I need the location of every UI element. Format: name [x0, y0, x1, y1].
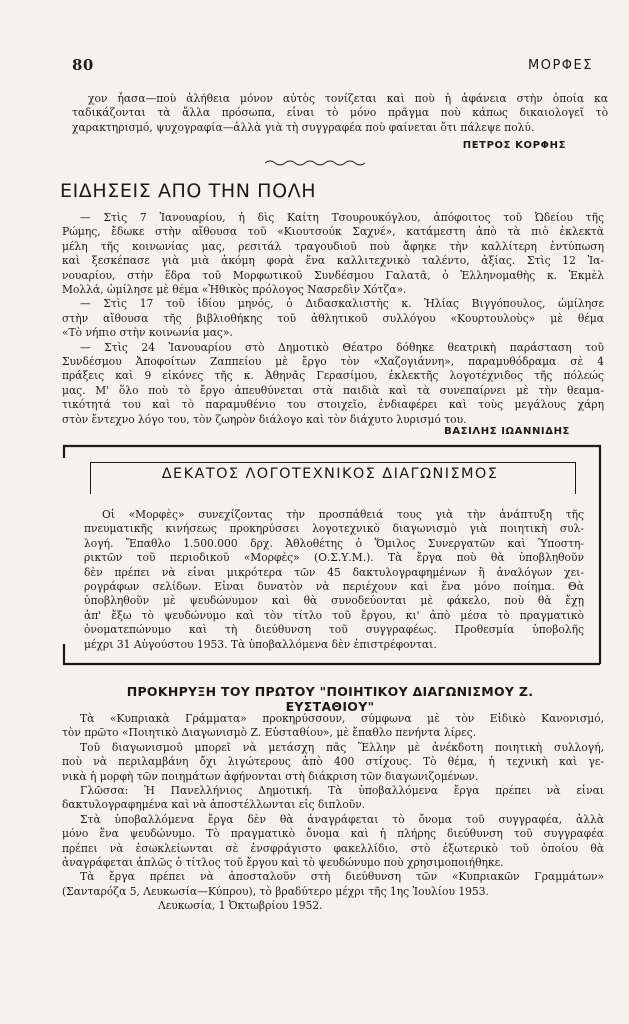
text-line: ρικτῶν τοῦ περιοδικοῦ «Μορφὲς» (Ο.Σ.Υ.Μ.). Τὰ ἔργα ποὺ θὰ ὑποβληθοῦν: [84, 551, 584, 565]
announcement-heading: ΠΡΟΚΗΡΥΞΗ ΤΟΥ ΠΡΩΤΟΥ "ΠΟΙΗΤΙΚΟΥ ΔΙΑΓΩΝΙΣΜΟΥ Ζ. ΕΥΣΤΑΘΙΟΥ": [126, 684, 534, 714]
city-news-body: [62, 211, 604, 427]
text-line: Τὰ «Κυπριακὰ Γράμματα» προκηρύσσουν, σύμφωνα μὲ τὸν Εἰδικὸ Κανονισμό,: [80, 712, 604, 725]
text-line: — Στὶς 24 Ἰανουαρίου στὸ Δημοτικὸ Θέατρο δόθηκε θεατρικὴ παράσταση τοῦ: [80, 340, 604, 354]
page-number: 80: [72, 56, 94, 74]
text-line: Στὰ ὑποβαλλόμενα ἔργα δὲν θὰ ἀναγράφεται τὸ ὄνομα τοῦ συγγραφέα, ἀλλὰ: [80, 812, 604, 826]
dateline: Λευκωσία, 1 Ὀκτωβρίου 1952.: [158, 899, 323, 913]
text-line: Τοῦ διαγωνισμοῦ μπορεῖ νὰ μετάσχη πᾶς Ἕλλην μὲ ἀνέκδοτη ποιητικὴ συλλογή,: [80, 740, 604, 754]
text-line: ποὺ νὰ περιλαμβάνη ὄχι λιγώτερους ἀπὸ 400 στίχους. Τὸ θέμα, ἡ τεχνικὴ καὶ γε-: [62, 755, 604, 769]
text-line: χαρακτηρισμό, ψυχογραφία—ἀλλὰ γιὰ τὴ συγγραφέα ποὺ φαίνεται ὅτι πάλεψε πολύ.: [72, 120, 535, 134]
text-line: μέλη τῆς κοινωνίας μας, ρεσιτάλ τραγουδιοῦ ποὺ ἄφηκε τὴν καλλίτερη ἐντύπωση: [62, 239, 604, 253]
text-line: μας. Μ' ὅλο ποὺ τὸ ἔργο ἀπευθύνεται στὰ παιδιὰ καὶ τὰ συνεπαίρνει μὲ τὴν θεαμα-: [62, 383, 604, 397]
wavy-divider: [265, 158, 365, 168]
text-line: τικότητά του καὶ τὸ παραμυθένιο του στοιχεῖο, ἐνδιαφέρει καὶ τοὺς μεγάλους χάρη: [62, 398, 604, 412]
section-heading-city-news: ΕΙΔΗΣΕΙΣ ΑΠΟ ΤΗΝ ΠΟΛΗ: [60, 180, 317, 202]
contest-body: [84, 508, 584, 652]
review-closing-paragraph: [72, 92, 608, 135]
text-line: ὑποβληθοῦν μὲ ψευδώνυμον καὶ θὰ συνοδεύονται μὲ φάκελο, ποὺ θὰ ἔχῃ: [84, 594, 584, 608]
text-line: Γλῶσσα: Ἡ Πανελλήνιος Δημοτική. Τὰ ὑποβαλλόμενα ἔργα πρέπει νὰ εἶναι: [80, 784, 604, 798]
text-line: μέχρι 31 Αὐγούστου 1953. Τὰ ὑποβαλλόμενα δὲν ἐπιστρέφονται.: [84, 637, 437, 651]
text-line: ἀναγράφεται ἁπλῶς ὁ τίτλος τοῦ ἔργου καὶ τὸ ψευδώνυμο ποὺ χρησιμοποιήθηκε.: [62, 856, 504, 870]
text-line: Ρώμης, ἔδωκε στὴν αἴθουσα τοῦ «Κιουτσούκ Σαχνέ», κατάμεστη ἀπὸ τὰ πιὸ ἐκλεκτὰ: [62, 225, 604, 239]
text-line: «Τὸ νήπιο στὴν κοινωνία μας».: [62, 326, 233, 340]
signature-korfis: ΠΕΤΡΟΣ ΚΟΡΦΗΣ: [462, 140, 566, 151]
text-line: Μολλά, ὡμίλησε μὲ θέμα «Ἠθικὸς πρόλογος Νασρεδὶν Χότζα».: [62, 283, 407, 297]
text-line: ρογράφων σελίδων. Εἶναι δυνατὸν νὰ περιέχουν καὶ ἕνα μόνο ποίημα. Θὰ: [84, 580, 584, 594]
text-line: πράξεις καὶ 9 εἰκόνες τῆς κ. Ἀθηνᾶς Γερασίμου, ἐκλεκτῆς λογοτέχνιδος τῆς πόλεώς: [62, 369, 604, 383]
text-line: νουαρίου, στὴν ἕδρα τοῦ Μορφωτικοῦ Συνδέσμου Γαλατᾶ, ὁ Ἑλληνομαθὴς κ. Ἐκμὲλ: [62, 268, 604, 282]
text-line: μόνο ἕνα ψευδώνυμο. Τὸ πραγματικὸ ὄνομα καὶ ἡ πλήρης διεύθυνση τοῦ συγγραφέα: [62, 827, 604, 841]
text-line: (Σανταρόζα 5, Λευκωσία—Κύπρου), τὸ βραδύτερο μέχρι τῆς 1ης Ἰουλίου 1953.: [62, 884, 489, 898]
text-line: Οἱ «Μορφὲς» συνεχίζοντας τὴν προσπάθειά τους γιὰ τὴν ἀνάπτυξη τῆς: [102, 508, 584, 521]
text-line: — Στὶς 7 Ἰανουαρίου, ἡ δὶς Καίτη Τσουρουκόγλου, ἀπόφοιτος τοῦ Ὠδείου τῆς: [80, 211, 604, 224]
text-line: — Στὶς 17 τοῦ ἰδίου μηνός, ὁ Διδασκαλιστὴς κ. Ἠλίας Βιγγόπουλος, ὡμίλησε: [80, 297, 604, 311]
text-line: ὀνοματεπώνυμο καὶ τὴ διεύθυνση τοῦ συγγραφέως. Προθεσμία ὑποβολῆς: [84, 623, 584, 637]
text-line: καὶ ξεσκέπασε γιὰ μιὰ ἀκόμη φορὰ ἕνα καλλιτεχνικὸ ταλέντο, ἀξίας. Στὶς 12 Ἰα-: [62, 254, 604, 268]
text-line: ταδικάζονται τὰ ἄλλα πρόσωπα, εἶναι τὸ μόνο πρᾶγμα ποὺ κάπως δικαιολογεῖ τὸ: [72, 106, 608, 120]
text-line: δακτυλογραφημένα καὶ νὰ ἀποστέλλωνται εἰς διπλοῦν.: [62, 798, 366, 812]
text-line: στὸν ἔντεχνο λόγο του, τὸν ζωηρὸν διάλογο καὶ τὸν διάχυτο λυρισμό του.: [62, 412, 467, 426]
journal-title: ΜΟΡΦΕΣ: [528, 58, 593, 73]
text-line: στὴν αἴθουσα τῆς βιβλιοθήκης τοῦ ἀθλητικοῦ συλλόγου «Κουρτουλοὺς» μὲ θέμα: [62, 311, 604, 325]
text-line: λογή. Ἔπαθλο 1.500.000 δρχ. Ἀθλοθέτης ὁ Ὅμιλος Συνεργατῶν καὶ Ὑποστη-: [84, 536, 584, 550]
text-line: δὲν πρέπει νὰ εἶναι μικρότερα τῶν 45 δακτυλογραφημένων ἢ ἀναλόγων χει-: [84, 565, 584, 579]
announcement-body: [62, 712, 604, 914]
text-line: νικὰ ἡ μορφὴ τῶν ποιημάτων ἀφήνονται στὴ διάκριση τῶν διαγωνιζομένων.: [62, 769, 479, 783]
text-line: Συνδέσμου Ἀποφοίτων Ζαππείου μὲ ἔργο τὸν «Χαζογιάννη», παραμυθόδραμα σὲ 4: [62, 355, 604, 369]
text-line: πνευματικῆς κινήσεως προκηρύσσει λογοτεχνικὸ διαγωνισμὸ γιὰ ποιητικὴ συλ-: [84, 522, 584, 536]
text-line: πρέπει νὰ ἐσωκλείωνται σὲ ἐνσφράγιστο φακελλίδιο, στὸ ἐξωτερικὸ τοῦ ὁποίου θὰ: [62, 841, 604, 855]
text-line: χον ἦασα—ποὺ ἀλήθεια μόνον αὐτὸς τονίζεται καὶ ποὺ ἡ ἀφάνεια στὴν ὁποία κα: [88, 92, 608, 105]
contest-title: ΔΕΚΑΤΟΣ ΛΟΓΟΤΕΧΝΙΚΟΣ ΔΙΑΓΩΝΙΣΜΟΣ: [161, 466, 499, 482]
text-line: Τὰ ἔργα πρέπει νὰ ἀποσταλοῦν στὴ διεύθυνση τῶν «Κυπριακῶν Γραμμάτων»: [80, 870, 604, 884]
signature-ioannidis: ΒΑΣΙΛΗΣ ΙΩΑΝΝΙΔΗΣ: [444, 426, 570, 437]
text-line: τὸν πρῶτο «Ποιητικὸ Διαγωνισμὸ Ζ. Εὐσταθίου», μὲ ἔπαθλο πενήντα λίρες.: [62, 726, 477, 740]
text-line: ἀπ' ἔξω τὸ ψευδώνυμο καὶ τὸν τίτλο τοῦ ἔργου, κι' ἀπὸ μέσα τὸ πραγματικὸ: [84, 608, 584, 622]
